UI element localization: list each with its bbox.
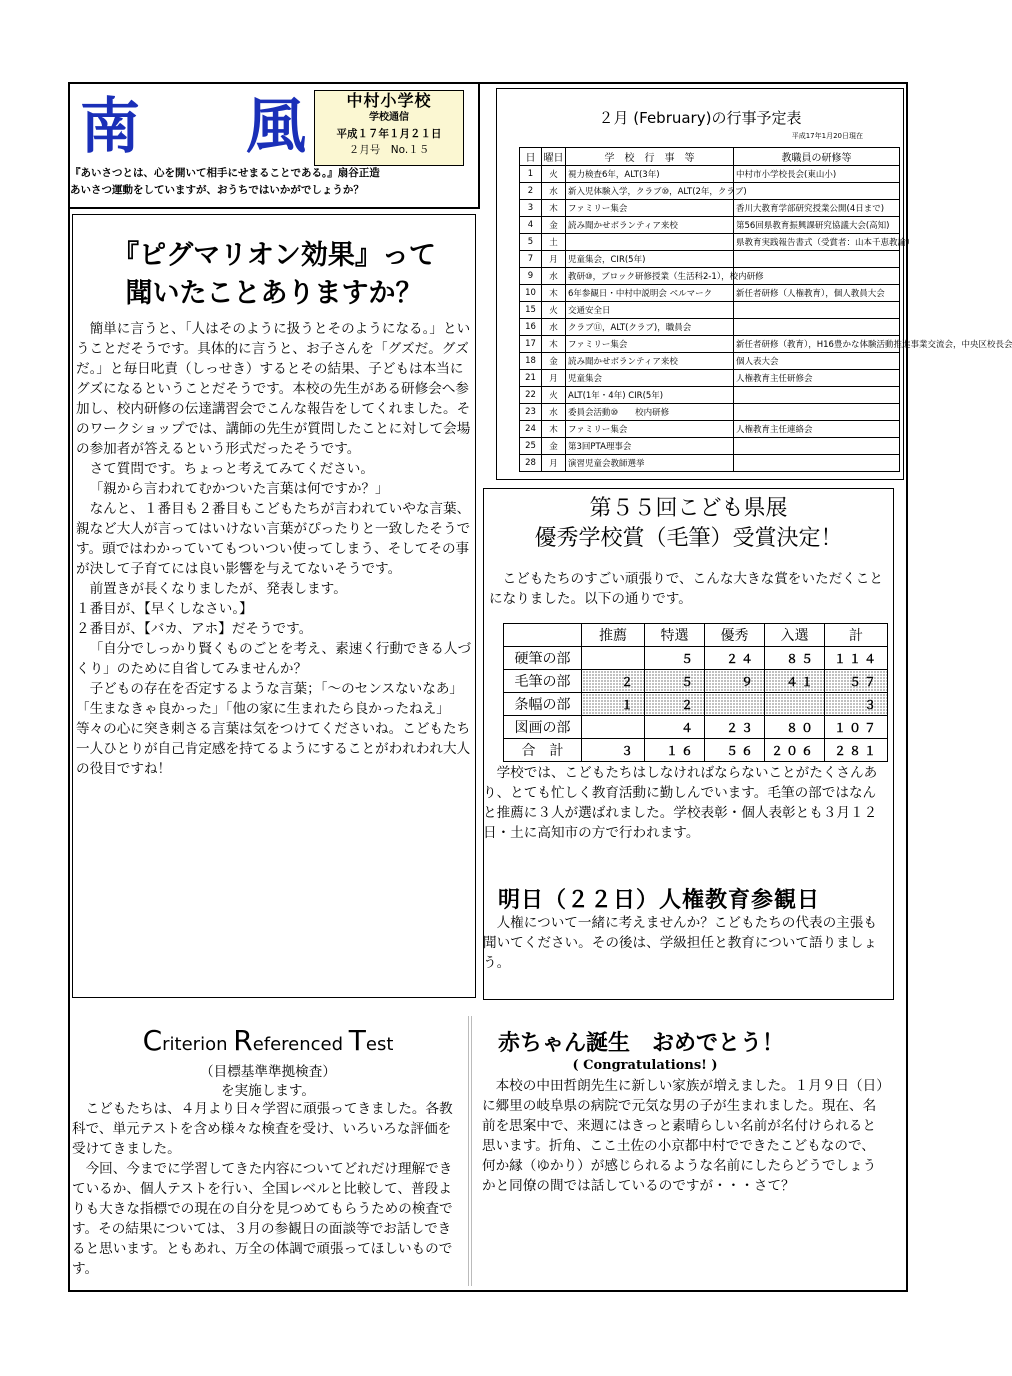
pygmalion-paragraph: 「自分でしっかり賢くものごとを考え、素速く行動できる人づくり」のために自省してみませんか？ (76, 641, 472, 677)
schedule-training: 個人表大会 (734, 353, 900, 370)
award-header (504, 624, 582, 647)
schedule-event: ALT(1年・4年) CIR(5年) (566, 387, 734, 404)
schedule-day: 25 (520, 438, 542, 455)
award-count: ５６ (705, 739, 765, 762)
baby-article (480, 1024, 890, 1284)
schedule-event: ファミリー集会 (566, 336, 734, 353)
baby-subtitle: ( Congratulations! ) (572, 1058, 718, 1073)
schedule-row (520, 234, 900, 251)
schedule-event: クラブ⑪，ALT(クラブ)，職員会 (566, 319, 734, 336)
pygmalion-body (76, 319, 474, 779)
award-count: ２ (582, 670, 645, 693)
schedule-training: 新任者研修（人権教育），個人教員大会 (734, 285, 900, 302)
award-count (582, 716, 645, 739)
schedule-day: 7 (520, 251, 542, 268)
schedule-row (520, 302, 900, 319)
schedule-event: 新入児体験入学，クラブ⑩，ALT(2年，クラブ) (566, 183, 734, 200)
schedule-training (734, 438, 900, 455)
schedule-note: 平成17年1月20日現在 (791, 132, 863, 140)
schedule-panel (496, 88, 1012, 480)
award-count (765, 693, 825, 716)
award-count: １１４ (825, 647, 888, 670)
schedule-row (520, 387, 900, 404)
award-count: １６ (645, 739, 705, 762)
award-header: 計 (825, 624, 888, 647)
crt-subtitle: （目標基準準拠検査） (200, 1064, 336, 1080)
schedule-row (520, 336, 900, 353)
award-count: ２３ (705, 716, 765, 739)
schedule-event: 教研⑩，ブロック研修授業（生活科2-1），校内研修 (566, 268, 734, 285)
schedule-event (566, 234, 734, 251)
schedule-weekday: 火 (542, 166, 566, 183)
schedule-day: 16 (520, 319, 542, 336)
award-category: 硬筆の部 (504, 647, 582, 670)
crt-title-t: T (348, 1024, 366, 1057)
schedule-weekday: 金 (542, 438, 566, 455)
pygmalion-answer-1: １番目が、【早くしなさい。】 (76, 601, 253, 617)
schedule-training (734, 455, 900, 472)
award-header: 入選 (765, 624, 825, 647)
schedule-event: 演習児童会教師選挙 (566, 455, 734, 472)
award-category: 図画の部 (504, 716, 582, 739)
award-title-line-1: 第５５回こども県展 (589, 496, 788, 521)
award-count: ２８１ (825, 739, 888, 762)
human-rights-text: 人権について一緒に考えませんか？こどもたちの代表の主張も聞いてください。その後は、学級担任と教育について語りましょう。 (483, 915, 877, 971)
award-count: ４ (645, 716, 705, 739)
schedule-row (520, 217, 900, 234)
issue-number: ２月号 No.１５ (348, 144, 430, 156)
schedule-weekday: 月 (542, 251, 566, 268)
schedule-training (734, 183, 900, 200)
schedule-row (520, 183, 900, 200)
award-row (504, 716, 888, 739)
crt-title-part: eferenced (252, 1034, 349, 1055)
schedule-weekday: 火 (542, 387, 566, 404)
schedule-training (734, 319, 900, 336)
schedule-event: 第3回PTA理事会 (566, 438, 734, 455)
schedule-weekday: 水 (542, 183, 566, 200)
schedule-row (520, 319, 900, 336)
schedule-training: 県教育実践報告書式（受賞者：山本千恵教諭） (734, 234, 900, 251)
pygmalion-paragraph: なんと、１番目も２番目もこどもたちが言われていやな言葉、親など大人が言ってはいけない言葉がぴったりと一致したそうです。頭ではわかっていてもついつい使ってしまう、そしてその事が決して子育てには良い影響を与えてないそうです。 (76, 501, 471, 577)
schedule-weekday: 火 (542, 302, 566, 319)
award-row (504, 739, 888, 762)
schedule-row (520, 200, 900, 217)
column-divider (468, 1016, 474, 1286)
crt-paragraph: 今回、今までに学習してきた内容についてどれだけ理解できているか、個人テストを行い、全国レベルと比較して、普段よりも大きな指標での現在の自分を見つめてもらうための検査です。その結果については、３月の参観日の面談等でお話しできると思います。ともあれ、万全の体調で頑張ってほしいものです。 (72, 1161, 453, 1277)
baby-text: 本校の中田哲朗先生に新しい家族が増えました。１月９日（日）に郷里の岐阜県の病院で元気な男の子が生まれました。現在、名前を思案中で、来週にはきっと素晴らしい名前が名付けられると思います。折角、ここ土佐の小京都中村でできたこどもなので、何か縁（ゆかり）が感じられるような名前にしたらどうでしょうかと同僚の間では話しているのですが・・・さて？ (482, 1078, 884, 1194)
schedule-training: 人権教育主任研修会 (734, 370, 900, 387)
publication-label: 学校通信 (369, 112, 409, 123)
schedule-day: 9 (520, 268, 542, 285)
schedule-table (519, 147, 1012, 472)
schedule-header: 日 (520, 148, 542, 166)
schedule-training: 第56回県教育振興課研究協議大会(高知) (734, 217, 900, 234)
schedule-weekday: 金 (542, 353, 566, 370)
schedule-row (520, 370, 900, 387)
award-count: ３ (582, 739, 645, 762)
schedule-day: 3 (520, 200, 542, 217)
pygmalion-paragraph: 子どもの存在を否定するような言葉；「～のセンスないなあ」「生まなきゃ良かった」「他の家に生まれたら良かったねえ」等々の心に突き刺さる言葉は気をつけてくださいね。こどもたち一人ひとりが自己肯定感を持てるようにすることがわれわれ大人の役目ですね！ (76, 681, 471, 777)
award-count: ５ (645, 670, 705, 693)
crt-title-c: C (142, 1024, 163, 1057)
crt-paragraph: こどもたちは、４月より日々学習に頑張ってきました。各教科で、単元テストを含め様々な検査を受け、いろいろな評価を受けてきました。 (72, 1101, 453, 1157)
schedule-training: 香川大教育学部研究授業公開(4日まで) (734, 200, 900, 217)
crt-body (72, 1099, 464, 1279)
schedule-training (734, 251, 900, 268)
schedule-header: 教職員の研修等 (734, 148, 900, 166)
schedule-header-row (520, 148, 900, 166)
quote-line-1: 『あいさつとは、心を開いて相手にせまることである。』扇谷正造 (70, 167, 380, 179)
schedule-title: ２月 (February)の行事予定表 (598, 109, 802, 127)
human-rights-title: 明日（２２日）人権教育参観日 (498, 888, 821, 913)
pygmalion-article (72, 214, 476, 998)
award-category: 条幅の部 (504, 693, 582, 716)
masthead (68, 82, 480, 209)
schedule-event: 読み聞かせボランティア来校 (566, 217, 734, 234)
schedule-training (734, 302, 900, 319)
crt-article (72, 1020, 464, 1284)
award-count (582, 647, 645, 670)
school-name: 中村小学校 (346, 91, 432, 110)
award-count: ８５ (765, 647, 825, 670)
schedule-event: 6年参観日・中村中説明会 ベルマーク (566, 285, 734, 302)
schedule-event: ファミリー集会 (566, 421, 734, 438)
schedule-day: 21 (520, 370, 542, 387)
schedule-weekday: 木 (542, 200, 566, 217)
schedule-day: 23 (520, 404, 542, 421)
schedule-training: 新任者研修（教育），H16豊かな体験活動推進事業交流会，中央区校長会 (734, 336, 900, 353)
award-header: 特選 (645, 624, 705, 647)
schedule-training: 中村市小学校長会(東山小) (734, 166, 900, 183)
crt-title-part: est (365, 1034, 394, 1055)
award-row (504, 693, 888, 716)
schedule-day: 2 (520, 183, 542, 200)
schedule-weekday: 水 (542, 404, 566, 421)
schedule-row (520, 251, 900, 268)
award-title-line-2: 優秀学校賞（毛筆）受賞決定！ (534, 526, 843, 551)
schedule-weekday: 木 (542, 285, 566, 302)
award-intro: こどもたちのすごい頑張りで、こんな大きな賞をいただくことになりました。以下の通りです。 (489, 571, 883, 607)
schedule-day: 10 (520, 285, 542, 302)
award-count: ５７ (825, 670, 888, 693)
award-article (483, 488, 894, 1000)
pygmalion-title-line-1: 『ピグマリオン効果』って (112, 240, 436, 271)
schedule-row (520, 421, 900, 438)
schedule-day: 24 (520, 421, 542, 438)
schedule-day: 5 (520, 234, 542, 251)
schedule-weekday: 木 (542, 421, 566, 438)
schedule-event: 児童集会，CIR(5年) (566, 251, 734, 268)
award-count: ２０６ (765, 739, 825, 762)
issue-date: 平成１７年１月２１日 (336, 128, 442, 140)
award-count: ９ (705, 670, 765, 693)
schedule-training: 人権教育主任連絡会 (734, 421, 900, 438)
crt-title-r: R (233, 1024, 253, 1057)
schedule-weekday: 水 (542, 268, 566, 285)
award-header: 優秀 (705, 624, 765, 647)
pygmalion-answer-2: ２番目が、【バカ、アホ】だそうです。 (76, 621, 313, 637)
award-after: 学校では、こどもたちはしなければならないことがたくさんあり、とても忙しく教育活動に勤しんでいます。毛筆の部ではなんと推薦に３人が選ばれました。学校表彰・個人表彰とも３月１２日・土に高知市の方で行われます。 (483, 765, 878, 841)
pygmalion-paragraph: 「親から言われてむかついた言葉は何ですか？」 (89, 481, 389, 497)
masthead-title-2: 風 (246, 92, 306, 162)
pygmalion-title-line-2: 聞いたことありますか？ (125, 278, 423, 309)
schedule-row (520, 268, 900, 285)
schedule-event: ファミリー集会 (566, 200, 734, 217)
schedule-row (520, 404, 900, 421)
award-category: 毛筆の部 (504, 670, 582, 693)
schedule-row (520, 166, 900, 183)
award-count: ４１ (765, 670, 825, 693)
schedule-day: 1 (520, 166, 542, 183)
schedule-day: 28 (520, 455, 542, 472)
schedule-event: 視力検査6年，ALT(3年) (566, 166, 734, 183)
award-count: ３ (825, 693, 888, 716)
schedule-row (520, 285, 900, 302)
award-count: １０７ (825, 716, 888, 739)
schedule-weekday: 木 (542, 336, 566, 353)
schedule-header: 学 校 行 事 等 (566, 148, 734, 166)
pygmalion-paragraph: 前置きが長くなりましたが、発表します。 (89, 581, 347, 597)
schedule-training (734, 387, 900, 404)
schedule-event: 児童集会 (566, 370, 734, 387)
schedule-event: 交通安全日 (566, 302, 734, 319)
award-row (504, 647, 888, 670)
schedule-day: 15 (520, 302, 542, 319)
award-count: ２ (645, 693, 705, 716)
masthead-title-1: 南 (80, 92, 140, 162)
award-count (705, 693, 765, 716)
award-category: 合 計 (504, 739, 582, 762)
award-count: ８０ (765, 716, 825, 739)
schedule-training (734, 404, 900, 421)
schedule-weekday: 水 (542, 319, 566, 336)
crt-subtitle-2: を実施します。 (220, 1083, 316, 1099)
schedule-day: 18 (520, 353, 542, 370)
award-count: ５ (645, 647, 705, 670)
schedule-header: 曜日 (542, 148, 566, 166)
award-table (503, 623, 888, 762)
quote-line-2: あいさつ運動をしていますが、おうちではいかがでしょうか？ (70, 184, 364, 196)
schedule-day: 22 (520, 387, 542, 404)
schedule-day: 17 (520, 336, 542, 353)
masthead-info-box (314, 90, 464, 166)
schedule-weekday: 金 (542, 217, 566, 234)
baby-title: 赤ちゃん誕生 おめでとう！ (498, 1031, 785, 1056)
pygmalion-paragraph: 簡単に言うと、「人はそのように扱うとそのようになる。」ということだそうです。具体的に言うと、お子さんを「グズだ。グズだ。」と毎日叱責（しっせき）するとその結果、子どもは本当にグズになるということだそうです。本校の先生がある研修会へ参加し、校内研修の伝達講習会でこんな報告をしてくれました。そのワークショップでは、講師の先生が質問したことに対して会場の参加者が答えるという形式だったそうです。 (76, 321, 471, 457)
schedule-row (520, 353, 900, 370)
schedule-weekday: 土 (542, 234, 566, 251)
schedule-row (520, 455, 900, 472)
schedule-row (520, 438, 900, 455)
schedule-day: 4 (520, 217, 542, 234)
crt-title (72, 1024, 464, 1057)
pygmalion-paragraph: さて質問です。ちょっと考えてみてください。 (89, 461, 374, 477)
schedule-weekday: 月 (542, 370, 566, 387)
schedule-event: 委員会活動⑩ 校内研修 (566, 404, 734, 421)
crt-title-part: riterion (162, 1034, 234, 1055)
award-header: 推薦 (582, 624, 645, 647)
schedule-weekday: 月 (542, 455, 566, 472)
award-row (504, 670, 888, 693)
award-count: ２４ (705, 647, 765, 670)
award-count: １ (582, 693, 645, 716)
award-header-row (504, 624, 888, 647)
schedule-event: 読み聞かせボランティア来校 (566, 353, 734, 370)
